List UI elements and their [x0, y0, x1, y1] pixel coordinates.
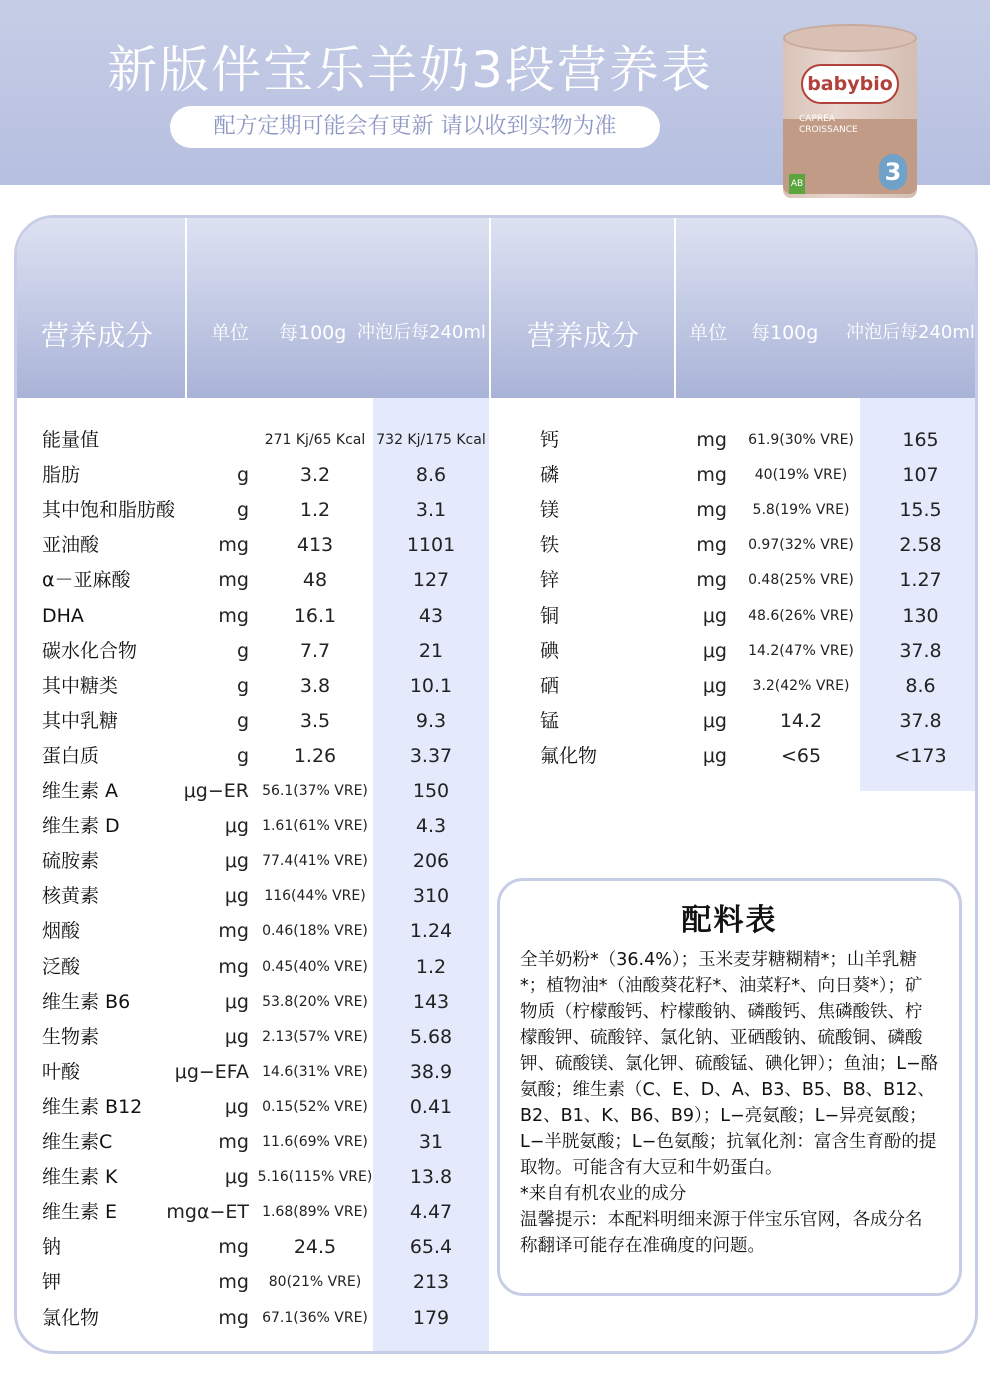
header-right-per240: 冲泡后每240ml	[846, 322, 975, 343]
nutrient-unit: g	[236, 674, 249, 697]
nutrient-row	[17, 739, 978, 774]
header-left-per100: 每100g	[279, 322, 347, 344]
nutrient-per100: 3.8	[299, 674, 331, 697]
nutrient-per100: <65	[780, 744, 822, 767]
nutrient-per240: 65.4	[409, 1236, 453, 1259]
header-left-unit: 单位	[211, 322, 250, 344]
nutrient-per100: 2.13(57% VRE)	[262, 1028, 368, 1045]
nutrient-per240: 310	[412, 885, 450, 908]
nutrient-per100: 1.26	[293, 744, 337, 767]
nutrient-per240: 8.6	[415, 464, 447, 487]
nutrient-per240: 732 Kj/175 Kcal	[376, 432, 486, 448]
nutrient-unit: μg−ER	[183, 780, 249, 802]
nutrient-name: 氯化物	[42, 1306, 100, 1329]
nutrient-name: α－亚麻酸	[42, 569, 131, 592]
nutrient-unit: mg	[696, 569, 727, 592]
nutrient-unit: mg	[218, 1236, 249, 1259]
nutrient-name: 铁	[540, 534, 560, 557]
nutrient-name: 钠	[42, 1236, 62, 1259]
nutrient-unit: μg	[702, 604, 727, 627]
nutrient-per100: 3.2(42% VRE)	[752, 677, 850, 694]
nutrient-row	[17, 528, 978, 563]
page-title: 新版伴宝乐羊奶3段营养表	[107, 41, 713, 99]
nutrient-name: 碘	[540, 639, 560, 662]
nutrient-unit: mg	[696, 534, 727, 557]
nutrient-row	[17, 844, 978, 879]
nutrient-per240: 165	[902, 429, 939, 451]
nutrient-per100: 3.2	[299, 464, 331, 487]
nutrient-per240: 206	[412, 850, 450, 873]
nutrient-unit: μg	[702, 639, 727, 662]
nutrient-row	[17, 809, 978, 844]
nutrient-per100: 0.48(25% VRE)	[748, 572, 854, 589]
nutrient-name: 其中乳糖	[42, 709, 119, 732]
nutrient-unit: mg	[218, 604, 249, 627]
nutrient-per240: 1.27	[899, 569, 942, 592]
nutrient-per240: <173	[894, 744, 947, 767]
nutrient-name: 核黄素	[42, 885, 100, 908]
nutrient-name: 钾	[42, 1271, 62, 1294]
nutrient-per240: 9.3	[415, 709, 447, 732]
nutrient-name: 脂肪	[42, 464, 81, 487]
nutrient-unit: mg	[218, 1306, 249, 1329]
nutrient-name: 烟酸	[42, 920, 81, 943]
nutrient-name: 维生素 B12	[42, 1095, 143, 1118]
nutrient-row	[17, 634, 978, 669]
header-right-per100: 每100g	[751, 322, 819, 344]
nutrient-per100: 11.6(69% VRE)	[262, 1134, 368, 1150]
nutrient-per240: 10.1	[409, 674, 453, 697]
nutrient-unit: mg	[218, 920, 249, 943]
nutrient-per240: 8.6	[905, 674, 936, 697]
nutrient-name: 锰	[540, 709, 560, 732]
stage-badge: 3	[879, 154, 907, 190]
nutrient-per100: 3.5	[299, 709, 331, 732]
ingredients-tip: 温馨提示：本配料明细来源于伴宝乐官网，各成分名称翻译可能存在准确度的问题。	[520, 1210, 923, 1256]
nutrient-per240: 4.47	[409, 1201, 453, 1224]
nutrient-name: 铜	[540, 604, 560, 627]
nutrient-name: 镁	[540, 499, 560, 522]
nutrient-per240: 107	[902, 464, 939, 487]
nutrient-unit: μg	[224, 990, 249, 1013]
nutrient-unit: μg	[224, 885, 249, 908]
nutrient-per100: 0.45(40% VRE)	[262, 958, 368, 975]
nutrient-per100: 5.8(19% VRE)	[752, 502, 850, 519]
nutrient-name: 硒	[540, 674, 560, 697]
nutrient-name: 氟化物	[540, 744, 598, 767]
nutrient-row	[17, 669, 978, 704]
product-line-label	[799, 114, 858, 136]
header-left-per240: 冲泡后每240ml	[357, 322, 486, 343]
nutrient-per100: 5.16(115% VRE)	[257, 1169, 373, 1186]
nutrient-per240: 1.24	[409, 920, 453, 943]
nutrient-unit: μg	[224, 1025, 249, 1048]
nutrient-per240: 213	[412, 1271, 450, 1294]
nutrient-per100: 0.46(18% VRE)	[262, 923, 368, 940]
header-right-unit: 单位	[689, 322, 728, 344]
nutrient-unit: mg	[218, 534, 249, 557]
nutrient-per240: 1101	[406, 534, 456, 557]
nutrient-name: 钙	[540, 429, 560, 451]
nutrient-name: 亚油酸	[42, 534, 100, 557]
nutrient-per100: 413	[296, 534, 334, 557]
nutrient-row	[17, 458, 978, 493]
nutrient-unit: mg	[696, 464, 727, 487]
nutrient-unit: g	[236, 709, 249, 732]
nutrient-unit: g	[236, 499, 249, 522]
nutrient-per240: 3.37	[409, 744, 453, 767]
nutrient-per100: 271 Kj/65 Kcal	[264, 432, 366, 448]
nutrient-row	[17, 704, 978, 739]
nutrient-unit: μg−EFA	[174, 1060, 249, 1083]
nutrient-per100: 1.61(61% VRE)	[262, 818, 368, 835]
header-right-name: 营养成分	[527, 319, 640, 352]
header-left-name: 营养成分	[41, 319, 154, 352]
nutrient-unit: mg	[218, 1271, 249, 1294]
nutrient-per100: 14.6(31% VRE)	[262, 1063, 368, 1080]
organic-badge: AB	[789, 174, 805, 194]
nutrient-per240: 130	[902, 604, 939, 627]
ingredients-note: *来自有机农业的成分	[520, 1184, 687, 1204]
nutrient-per100: 61.9(30% VRE)	[748, 432, 854, 448]
nutrient-name: 维生素 E	[42, 1201, 118, 1224]
nutrient-name: 其中糖类	[42, 674, 119, 697]
nutrient-per100: 48.6(26% VRE)	[748, 607, 854, 624]
table-header	[17, 218, 978, 398]
nutrient-per100: 1.2	[299, 499, 331, 522]
nutrient-per240: 0.41	[409, 1095, 453, 1118]
nutrient-unit: μg	[224, 1095, 249, 1118]
nutrient-per100: 80(21% VRE)	[268, 1274, 362, 1291]
nutrient-name: 能量值	[42, 429, 100, 451]
nutrient-unit: mg	[218, 1131, 249, 1153]
nutrient-name: 维生素 D	[42, 815, 120, 838]
header-divider	[489, 218, 491, 398]
nutrient-unit: μg	[224, 815, 249, 838]
nutrient-name: 生物素	[42, 1025, 100, 1048]
nutrient-unit: g	[236, 464, 249, 487]
nutrient-unit: mg	[218, 569, 249, 592]
nutrient-per240: 31	[418, 1131, 444, 1153]
nutrient-per100: 116(44% VRE)	[264, 888, 366, 905]
nutrient-per240: 38.9	[409, 1060, 453, 1083]
nutrient-name: 碳水化合物	[42, 639, 138, 662]
nutrient-per240: 4.3	[415, 815, 447, 838]
nutrient-per100: 16.1	[293, 604, 337, 627]
nutrient-per240: 37.8	[899, 709, 942, 732]
nutrient-unit: μg	[702, 674, 727, 697]
nutrient-per100: 56.1(37% VRE)	[262, 783, 368, 799]
nutrient-row	[17, 493, 978, 528]
header-divider	[185, 218, 187, 398]
product-can-image	[783, 24, 917, 202]
nutrient-name: 其中饱和脂肪酸	[42, 499, 176, 522]
nutrient-name: 锌	[540, 569, 560, 592]
nutrient-per240: 2.58	[899, 534, 942, 557]
brand-logo: babybio	[801, 64, 899, 104]
nutrient-per240: 43	[418, 604, 444, 627]
nutrient-name: 蛋白质	[42, 744, 100, 767]
nutrient-per100: 40(19% VRE)	[754, 467, 848, 484]
nutrient-per100: 7.7	[299, 639, 331, 662]
nutrient-name: 维生素C	[42, 1131, 113, 1153]
nutrient-unit: mg	[696, 499, 727, 522]
nutrient-per240: 5.68	[409, 1025, 453, 1048]
product-line-1: CAPREA	[799, 114, 835, 124]
nutrient-per240: 21	[418, 639, 444, 662]
nutrient-name: 维生素 A	[42, 780, 119, 802]
nutrient-name: 叶酸	[42, 1060, 81, 1083]
nutrient-per240: 13.8	[409, 1166, 453, 1189]
nutrient-unit: mg	[218, 955, 249, 978]
nutrient-name: DHA	[42, 604, 84, 627]
header-divider	[674, 218, 676, 398]
nutrient-per100: 77.4(41% VRE)	[262, 853, 368, 870]
nutrient-unit: μg	[224, 850, 249, 873]
nutrient-per100: 14.2	[779, 709, 823, 732]
nutrient-per240: 1.2	[415, 955, 447, 978]
product-line-2: CROISSANCE	[799, 125, 858, 135]
nutrient-per240: 179	[412, 1306, 450, 1329]
can-lid	[783, 24, 917, 52]
nutrient-row	[17, 423, 978, 458]
nutrient-unit: g	[236, 639, 249, 662]
nutrient-per240: 37.8	[899, 639, 942, 662]
nutrient-per100: 67.1(36% VRE)	[262, 1309, 368, 1326]
nutrient-per100: 1.68(89% VRE)	[262, 1204, 368, 1221]
nutrient-per100: 14.2(47% VRE)	[748, 642, 854, 659]
ingredients-box	[497, 878, 962, 1296]
nutrient-per240: 143	[412, 990, 450, 1013]
subtitle-notice: 配方定期可能会有更新 请以收到实物为准	[170, 106, 660, 148]
nutrient-row	[17, 599, 978, 634]
nutrient-per240: 127	[412, 569, 450, 592]
nutrient-row	[17, 774, 978, 809]
nutrient-per100: 0.15(52% VRE)	[262, 1098, 368, 1115]
nutrient-unit: mgα−ET	[166, 1201, 249, 1224]
nutrient-unit: μg	[702, 744, 727, 767]
nutrient-per100: 0.97(32% VRE)	[748, 537, 854, 554]
nutrient-per100: 24.5	[293, 1236, 337, 1259]
nutrient-name: 硫胺素	[42, 850, 100, 873]
nutrient-per100: 53.8(20% VRE)	[262, 993, 368, 1010]
nutrient-per100: 48	[302, 569, 328, 592]
nutrient-name: 磷	[540, 464, 560, 487]
ingredients-text: 全羊奶粉*（36.4%）；玉米麦芽糖糊精*；山羊乳糖*；植物油*（油酸葵花籽*、油菜籽*、向日葵*）；矿物质（柠檬酸钙、柠檬酸钠、磷酸钙、焦磷酸铁、柠檬酸钾、硫酸锌、氯化钠、亚硒酸钠、硫酸铜、磷酸钾、硫酸镁、氯化钾、硫酸锰、碘化钾）；鱼油；L−酪氨酸；维生素（C、E、D、A、B3、B5、B8、B12、B2、B1、K、B6、B9）；L−亮氨酸；L−异亮氨酸；L−半胱氨酸；L−色氨酸；抗氧化剂：富含生育酚的提取物。可能含有大豆和牛奶蛋白。	[520, 950, 939, 1178]
nutrient-name: 泛酸	[42, 955, 81, 978]
nutrient-row	[17, 1301, 978, 1336]
nutrient-per240: 150	[412, 780, 450, 802]
nutrient-name: 维生素 B6	[42, 990, 131, 1013]
nutrient-per240: 3.1	[415, 499, 447, 522]
nutrient-unit: mg	[696, 429, 727, 451]
nutrient-unit: g	[236, 744, 249, 767]
ingredients-title: 配料表	[681, 903, 778, 938]
nutrient-per240: 15.5	[899, 499, 942, 522]
nutrient-row	[17, 563, 978, 598]
nutrient-unit: μg	[702, 709, 727, 732]
nutrient-unit: μg	[224, 1166, 249, 1189]
nutrient-name: 维生素 K	[42, 1166, 118, 1189]
